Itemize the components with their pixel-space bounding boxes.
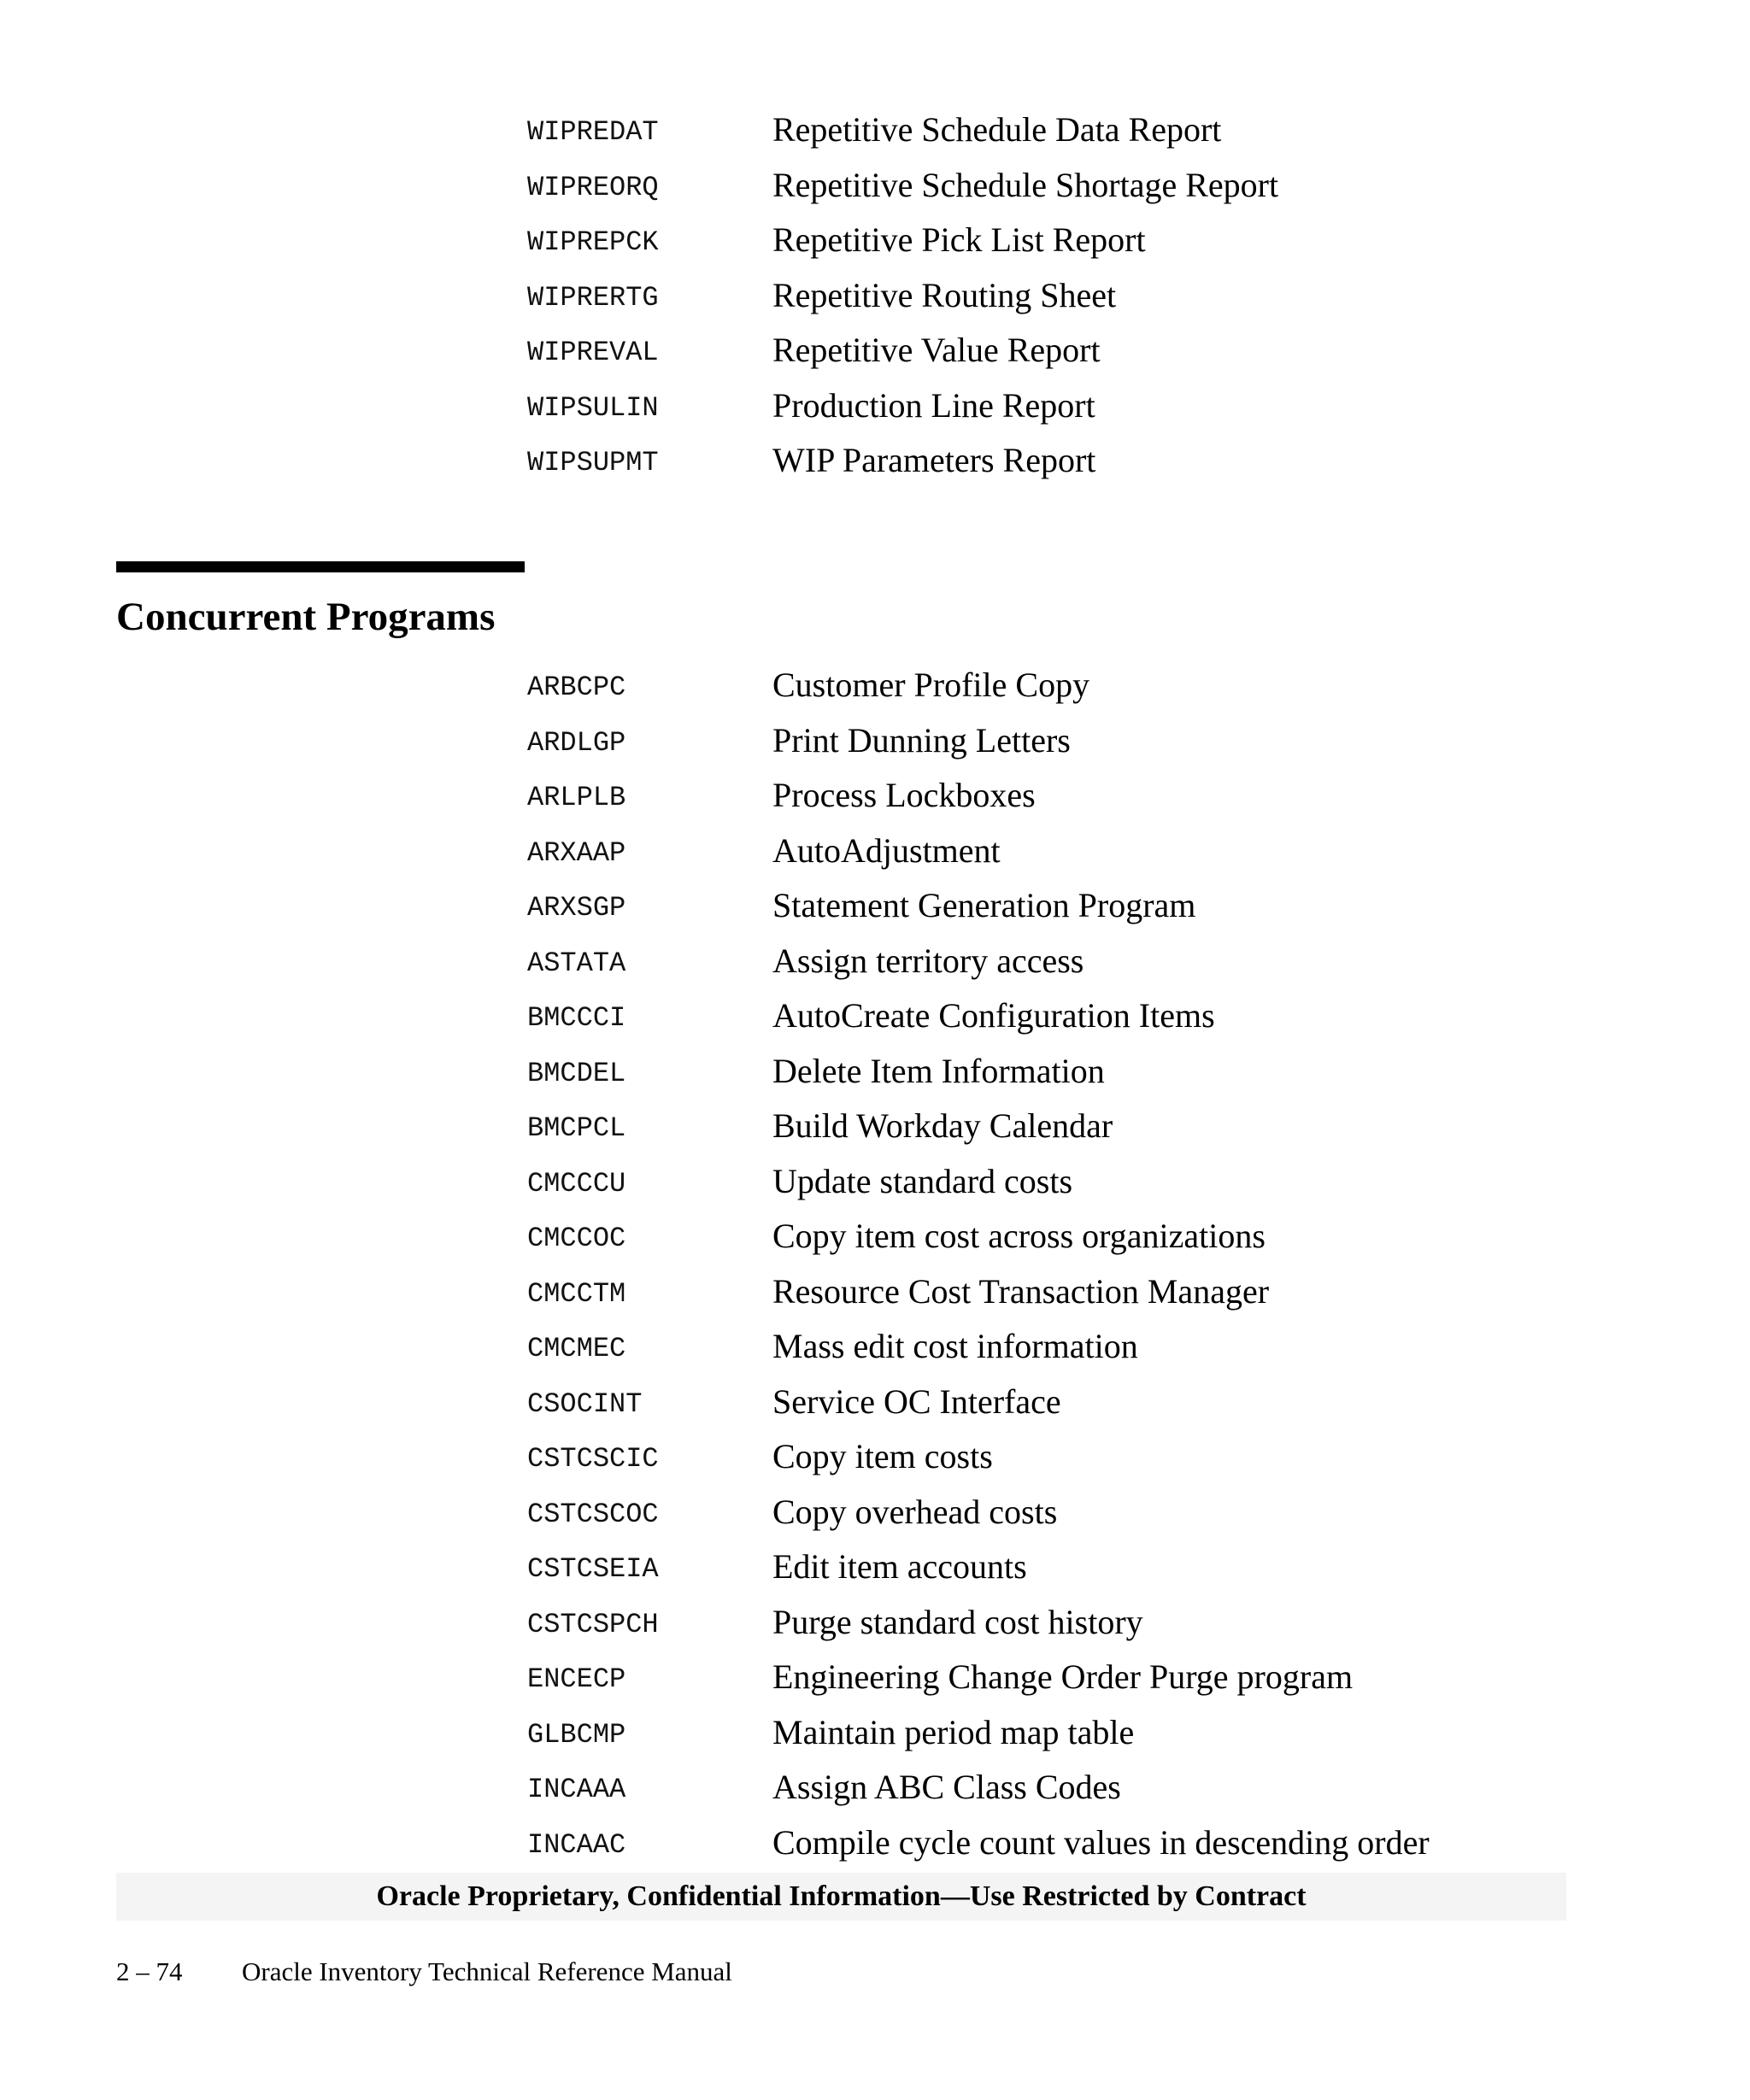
program-code: GLBCMP (527, 1718, 626, 1751)
list-item (0, 1105, 1750, 1160)
list-item (0, 384, 1750, 440)
program-description: AutoAdjustment (772, 830, 1001, 870)
list-item (0, 1270, 1750, 1326)
program-list (0, 664, 1750, 1876)
list-item (0, 1160, 1750, 1216)
list-item (0, 1711, 1750, 1767)
program-description: Print Dunning Letters (772, 720, 1071, 760)
program-code: BMCCCI (527, 1002, 626, 1034)
manual-title: Oracle Inventory Technical Reference Manual (242, 1956, 732, 1986)
confidentiality-banner: Oracle Proprietary, Confidential Information––Use Restricted by Contract (116, 1873, 1566, 1921)
program-description: Copy item costs (772, 1437, 993, 1475)
program-code: ENCECP (527, 1663, 626, 1695)
program-description: Assign ABC Class Codes (772, 1768, 1121, 1806)
program-code: CMCMEC (527, 1333, 626, 1364)
list-item (0, 1435, 1750, 1491)
list-item (0, 1546, 1750, 1601)
program-code: WIPREORQ (527, 171, 659, 203)
program-code: WIPRERTG (527, 281, 659, 314)
program-description: Engineering Change Order Purge program (772, 1657, 1354, 1696)
program-description: Mass edit cost information (772, 1327, 1138, 1365)
program-code: WIPSULIN (527, 391, 659, 424)
program-description: Compile cycle count values in descending order (772, 1822, 1430, 1862)
list-item (0, 940, 1750, 995)
list-item (0, 439, 1750, 495)
program-description: Delete Item Information (772, 1051, 1105, 1090)
section-rule (116, 561, 525, 572)
program-description: Edit item accounts (772, 1547, 1027, 1586)
list-item (0, 830, 1750, 885)
program-code: CMCCOC (527, 1223, 626, 1254)
program-description: Assign territory access (772, 941, 1084, 980)
program-code: WIPREDAT (527, 116, 659, 148)
program-code: INCAAC (527, 1828, 626, 1861)
list-item (0, 164, 1750, 220)
program-description: Process Lockboxes (772, 776, 1036, 814)
program-code: CSTCSEIA (527, 1553, 659, 1585)
program-code: BMCPCL (527, 1112, 626, 1144)
program-description: Copy item cost across organizations (772, 1217, 1266, 1255)
list-item (0, 1656, 1750, 1711)
list-item (0, 329, 1750, 384)
program-description: Purge standard cost history (772, 1602, 1143, 1641)
program-description: Statement Generation Program (772, 886, 1196, 924)
list-item (0, 1215, 1750, 1270)
program-description: Customer Profile Copy (772, 666, 1090, 704)
program-code: CSTCSCOC (527, 1498, 659, 1530)
program-code: WIPREPCK (527, 226, 659, 258)
program-description: Production Line Report (772, 385, 1095, 425)
program-code: ARXSGP (527, 892, 626, 924)
list-item (0, 1381, 1750, 1436)
program-code: WIPREVAL (527, 337, 659, 368)
program-code: CSOCINT (527, 1387, 643, 1420)
program-code: CMCCCU (527, 1167, 626, 1200)
program-code: BMCDEL (527, 1057, 626, 1089)
list-item (0, 109, 1750, 164)
page-number: 2 – 74 (116, 1956, 183, 1986)
program-description: Update standard costs (772, 1161, 1073, 1200)
list-item (0, 664, 1750, 719)
program-description: Copy overhead costs (772, 1492, 1058, 1531)
program-description: AutoCreate Configuration Items (772, 996, 1215, 1035)
program-description: Repetitive Value Report (772, 331, 1101, 369)
program-description: Resource Cost Transaction Manager (772, 1271, 1270, 1311)
program-code: CSTCSPCH (527, 1608, 659, 1640)
program-description: Repetitive Routing Sheet (772, 275, 1117, 314)
list-item (0, 719, 1750, 775)
program-description: Service OC Interface (772, 1381, 1061, 1421)
program-code: CSTCSCIC (527, 1443, 659, 1475)
program-code: WIPSUPMT (527, 447, 659, 478)
program-code: CMCCTM (527, 1277, 626, 1310)
program-description: Maintain period map table (772, 1712, 1135, 1751)
program-code: INCAAA (527, 1774, 626, 1805)
report-list (0, 109, 1750, 495)
program-description: Build Workday Calendar (772, 1106, 1113, 1145)
list-item (0, 884, 1750, 940)
program-code: ARLPLB (527, 782, 626, 813)
program-code: ARXAAP (527, 836, 626, 869)
list-item (0, 274, 1750, 330)
program-description: Repetitive Schedule Shortage Report (772, 165, 1279, 204)
program-description: Repetitive Schedule Data Report (772, 110, 1222, 149)
list-item (0, 1325, 1750, 1381)
list-item (0, 219, 1750, 274)
list-item (0, 1491, 1750, 1546)
program-description: Repetitive Pick List Report (772, 220, 1146, 259)
program-description: WIP Parameters Report (772, 441, 1096, 479)
list-item (0, 1050, 1750, 1106)
list-item (0, 1821, 1750, 1877)
program-code: ARDLGP (527, 726, 626, 759)
list-item (0, 994, 1750, 1050)
list-item (0, 1766, 1750, 1821)
list-item (0, 1601, 1750, 1657)
list-item (0, 774, 1750, 830)
program-code: ARBCPC (527, 672, 626, 703)
program-code: ASTATA (527, 947, 626, 979)
section-heading: Concurrent Programs (116, 595, 496, 639)
